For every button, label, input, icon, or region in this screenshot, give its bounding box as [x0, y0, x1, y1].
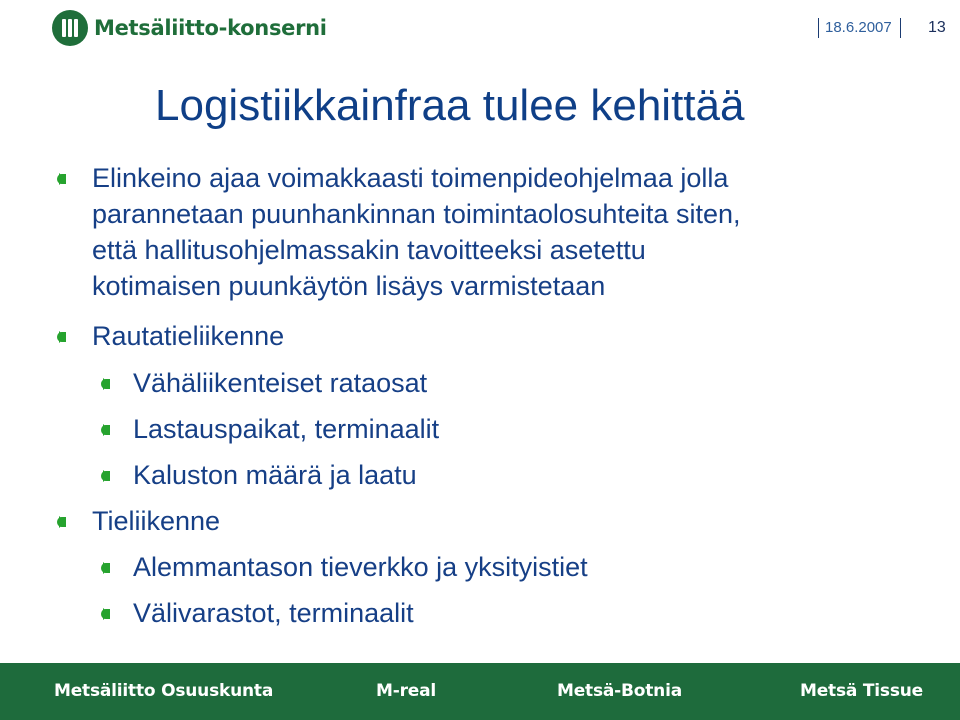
footer-band: [0, 663, 960, 720]
bullet-text: että hallitusohjelmassakin tavoitteeksi asetettu: [92, 235, 646, 265]
bullet-text: kotimaisen puunkäytön lisäys varmistetaan: [92, 271, 606, 301]
bullet-icon: [59, 173, 66, 185]
bullet-text: Alemmantason tieverkko ja yksityistiet: [133, 552, 588, 582]
bullet-icon: [103, 562, 110, 574]
metsaliitto-logo-icon: [52, 10, 88, 46]
bullet-text: Lastauspaikat, terminaalit: [133, 414, 440, 444]
bullet-text: parannetaan puunhankinnan toimintaolosuhteita siten,: [92, 199, 741, 229]
sub-bullet-item: [133, 457, 417, 493]
bullet-icon: [59, 331, 66, 343]
header: [0, 0, 960, 56]
bullet-icon: [103, 424, 110, 436]
logo-text: Metsäliitto-konserni: [94, 16, 327, 40]
footer-brand-metsa-tissue: Metsä Tissue: [800, 681, 923, 701]
bullet-item: [92, 318, 284, 354]
footer-brand-metsaliitto-osuuskunta: Metsäliitto Osuuskunta: [54, 681, 274, 701]
slide-title: Logistiikkainfraa tulee kehittää: [155, 81, 745, 130]
bullet-icon: [103, 378, 110, 390]
bullet-text: Tieliikenne: [92, 506, 221, 536]
bullet-icon: [59, 516, 66, 528]
bullet-text: Välivarastot, terminaalit: [133, 598, 414, 628]
bullet-icon: [103, 470, 110, 482]
bullet-text: Vähäliikenteiset rataosat: [133, 368, 428, 398]
page-number: 13: [928, 19, 946, 36]
bullet-text: Kaluston määrä ja laatu: [133, 460, 417, 490]
bullet-text: Elinkeino ajaa voimakkaasti toimenpideohjelmaa jolla: [92, 163, 729, 193]
sub-bullet-item: [133, 549, 588, 585]
footer-brand-metsa-botnia: Metsä-Botnia: [557, 681, 682, 701]
sub-bullet-item: [133, 365, 427, 401]
bullet-item: [92, 503, 220, 539]
metsaliitto-logo: [52, 8, 327, 48]
slide-date: 18.6.2007: [818, 18, 901, 38]
footer-brand-m-real: M-real: [376, 681, 436, 701]
bullet-item: [92, 160, 741, 304]
bullet-text: Rautatieliikenne: [92, 321, 285, 351]
sub-bullet-item: [133, 595, 414, 631]
sub-bullet-item: [133, 411, 439, 447]
bullet-icon: [103, 608, 110, 620]
